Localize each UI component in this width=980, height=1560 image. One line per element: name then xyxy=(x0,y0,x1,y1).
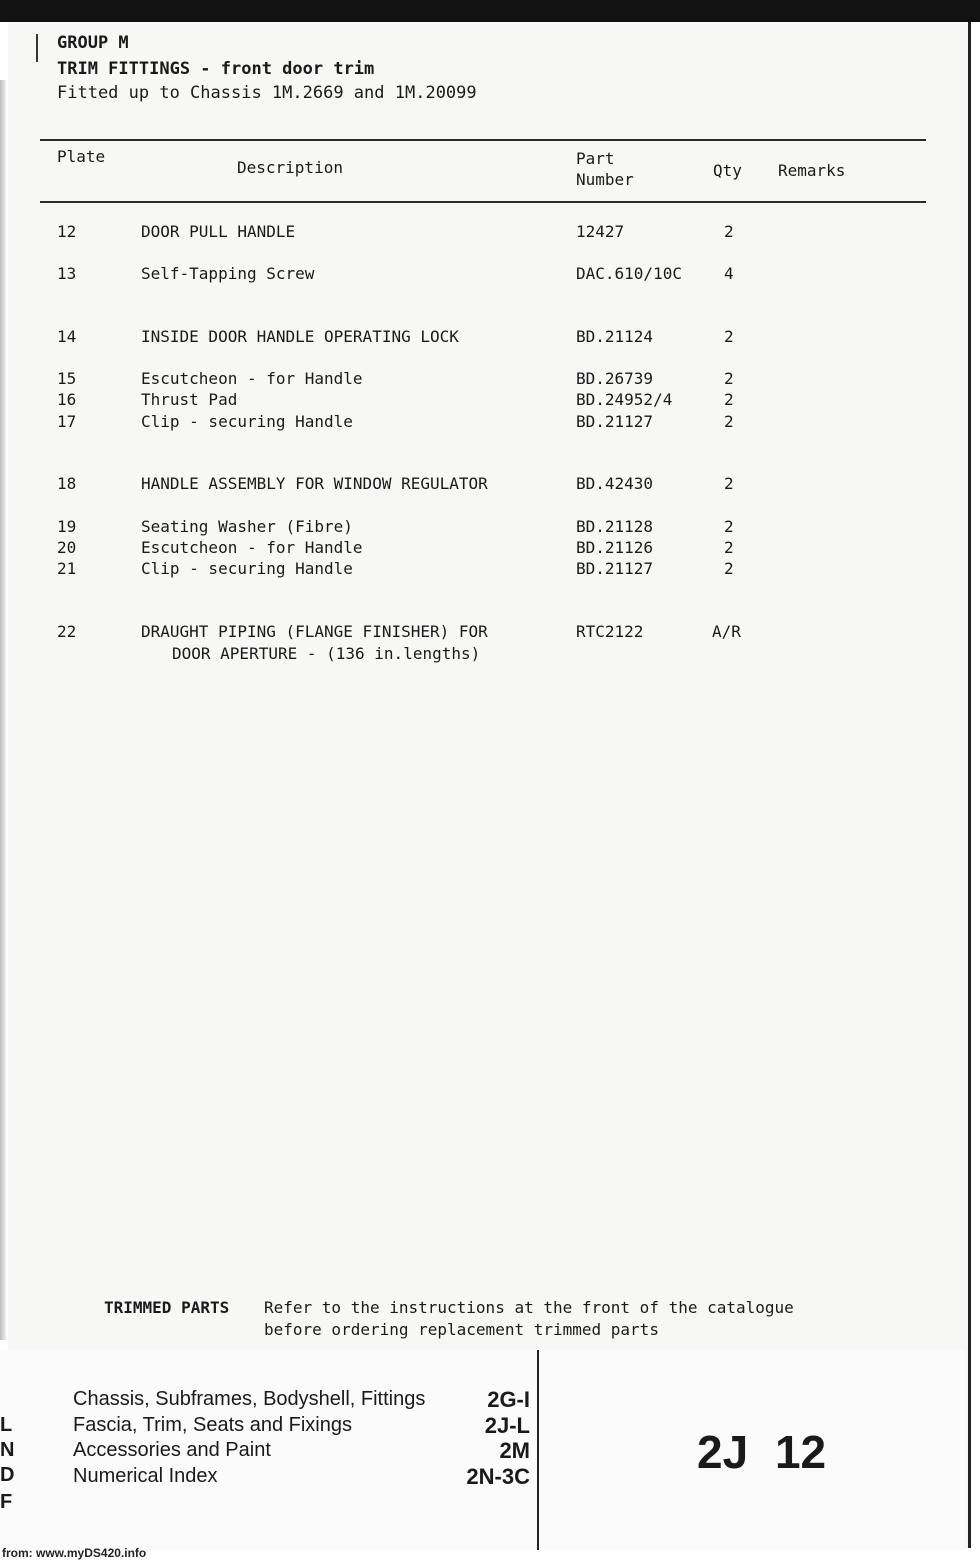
table-row xyxy=(0,537,960,557)
index-label-numerical: Numerical Index xyxy=(73,1465,218,1487)
part-number-cell: BD.21127 xyxy=(576,412,654,431)
part-number-cell: BD.21124 xyxy=(576,327,654,346)
plate-cell: 14 xyxy=(57,327,77,346)
qty-cell: 2 xyxy=(724,390,734,409)
plate-cell: 20 xyxy=(57,538,77,557)
column-header-part: Part xyxy=(576,149,615,168)
side-tab-letter: N xyxy=(0,1439,15,1461)
description-cell: DRAUGHT PIPING (FLANGE FINISHER) FOR xyxy=(141,622,488,641)
table-row xyxy=(0,411,960,431)
part-number-cell: BD.21128 xyxy=(576,517,654,536)
part-number-cell: 12427 xyxy=(576,222,625,241)
plate-cell: 15 xyxy=(57,369,77,388)
table-row xyxy=(0,473,960,493)
index-code-numerical: 2N-3C xyxy=(466,1464,530,1489)
column-header-plate: Plate xyxy=(57,147,106,166)
index-label-accessories: Accessories and Paint xyxy=(73,1439,271,1461)
margin-mark xyxy=(36,34,38,62)
index-label-chassis: Chassis, Subframes, Bodyshell, Fittings xyxy=(73,1388,426,1410)
index-code-fascia: 2J-L xyxy=(484,1413,530,1438)
trimmed-parts-note-line2: before ordering replacement trimmed parts xyxy=(264,1320,659,1339)
table-row xyxy=(0,263,960,283)
column-header-description: Description xyxy=(237,158,343,177)
column-header-qty: Qty xyxy=(713,161,742,180)
index-code-chassis: 2G-I xyxy=(487,1387,530,1412)
qty-cell: 2 xyxy=(724,517,734,536)
table-row xyxy=(0,558,960,578)
plate-cell: 12 xyxy=(57,222,77,241)
description-cell: Seating Washer (Fibre) xyxy=(141,517,353,536)
table-row xyxy=(0,221,960,241)
part-number-cell: BD.26739 xyxy=(576,369,654,388)
description-cell: Thrust Pad xyxy=(141,390,238,409)
trimmed-parts-label: TRIMMED PARTS xyxy=(104,1298,230,1317)
qty-cell: 2 xyxy=(724,327,734,346)
index-code-accessories: 2M xyxy=(499,1438,530,1463)
side-tab-letter: F xyxy=(0,1491,13,1513)
description-cell: Escutcheon - for Handle xyxy=(141,369,363,388)
page-edge-shadow xyxy=(0,80,6,1340)
table-row xyxy=(0,326,960,346)
section-subtitle: Fitted up to Chassis 1M.2669 and 1M.20099 xyxy=(57,83,477,103)
description-cell: DOOR PULL HANDLE xyxy=(141,222,296,241)
qty-cell: 2 xyxy=(724,412,734,431)
column-header-remarks: Remarks xyxy=(778,161,846,180)
part-number-cell: DAC.610/10C xyxy=(576,264,682,283)
side-tab-letter: L xyxy=(0,1414,13,1436)
part-number-cell: BD.21127 xyxy=(576,559,654,578)
footer-divider xyxy=(537,1350,539,1550)
table-row xyxy=(0,516,960,536)
description-continuation-cell: DOOR APERTURE - (136 in.lengths) xyxy=(172,644,481,663)
qty-cell: 2 xyxy=(724,474,734,493)
source-credit: from: www.myDS420.info xyxy=(2,1546,147,1560)
description-cell: INSIDE DOOR HANDLE OPERATING LOCK xyxy=(141,327,459,346)
side-tab-letter: D xyxy=(0,1464,15,1486)
description-cell: Escutcheon - for Handle xyxy=(141,538,363,557)
table-row xyxy=(0,389,960,409)
description-cell: Self-Tapping Screw xyxy=(141,264,315,283)
description-cell: Clip - securing Handle xyxy=(141,559,353,578)
table-row xyxy=(0,368,960,388)
column-header-number: Number xyxy=(576,170,634,189)
plate-cell: 16 xyxy=(57,390,77,409)
part-number-cell: BD.24952/4 xyxy=(576,390,673,409)
qty-cell: 2 xyxy=(724,538,734,557)
qty-cell: 2 xyxy=(724,559,734,578)
qty-cell: 4 xyxy=(724,264,734,283)
trimmed-parts-note-line1: Refer to the instructions at the front of the catalogue xyxy=(264,1298,794,1317)
section-title: TRIM FITTINGS - front door trim xyxy=(57,59,375,79)
plate-cell: 22 xyxy=(57,622,77,641)
part-number-cell: RTC2122 xyxy=(576,622,644,641)
plate-cell: 13 xyxy=(57,264,77,283)
group-label: GROUP M xyxy=(57,33,129,53)
qty-cell: A/R xyxy=(712,622,741,641)
plate-cell: 21 xyxy=(57,559,77,578)
qty-cell: 2 xyxy=(724,369,734,388)
header-bottom-rule xyxy=(40,201,926,203)
header-top-rule xyxy=(40,139,926,141)
top-dark-edge xyxy=(0,0,980,22)
table-row xyxy=(0,621,960,663)
plate-cell: 17 xyxy=(57,412,77,431)
qty-cell: 2 xyxy=(724,222,734,241)
plate-cell: 19 xyxy=(57,517,77,536)
part-number-cell: BD.21126 xyxy=(576,538,654,557)
description-cell: HANDLE ASSEMBLY FOR WINDOW REGULATOR xyxy=(141,474,488,493)
index-label-fascia: Fascia, Trim, Seats and Fixings xyxy=(73,1414,352,1436)
plate-cell: 18 xyxy=(57,474,77,493)
part-number-cell: BD.42430 xyxy=(576,474,654,493)
page-number: 2J 12 xyxy=(697,1426,827,1478)
description-cell: Clip - securing Handle xyxy=(141,412,353,431)
